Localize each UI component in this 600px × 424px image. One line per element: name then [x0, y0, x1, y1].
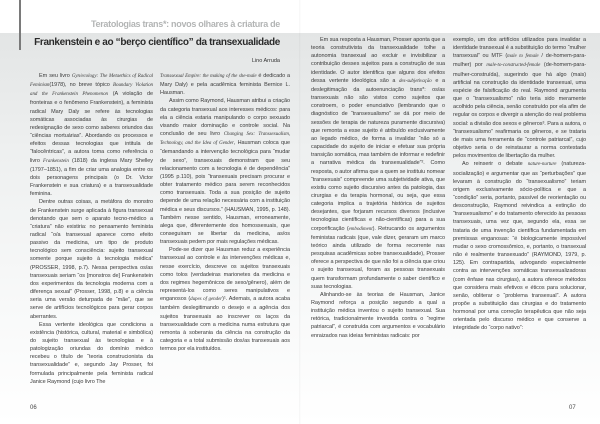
italic-text: Transsexual Empire: the making of the she-male: [160, 74, 257, 79]
text-run: Alinhando-se às teorias de Hausman, Janice Raymond reforça a posição segundo a qual a instituição médica inventou o sujeito transexual. Sua retórica, tradicionalmente investida contra o “regime patriarcal”, é construída com argumentos e vocabulário enraizados nas ideias feministas radicais: por: [311, 291, 445, 339]
text-run: e a deslegitimação da autoenunciação trans*: os/as transexuais não são vistos como sujeitos que constroem, o poder enunciativo (lembrando que o diagnóstico de “transexualismo” se dá por meio de sessões de terapia de natureza puramente discursiva) que remonta a esse sujeito é atribuído exclusivamente ao legado médico, de forma a invalidar “não só a capacidade do sujeito de iniciar e efetuar sua própria transição somática, mas também de informar e redefinir a narrativa médica da transexualidade”². Como resposta, o autor afirma que a quem se instituiu nomear “transexuais” compreende uma subjetividade ativa, que existiu como sujeito discursivo antes da patologia, das cirurgias e da terapia hormonal, ou seja, que essa categoria implica a trajetória histórica de sujeitos desejantes, que forjaram recursos diversos (inclusive tecnologias científicas e não-científicas) para a sua corporificação (: [311, 77, 445, 232]
page-number-right: 07: [569, 405, 576, 411]
text-run: (1818) da inglesa Mary Shelley (1797–1851), a fim de criar uma analogia entre os dois personagens principais (o Dr. Victor Frankenstein e sua criatura) e a transexualidade feminina.: [30, 157, 154, 198]
text-run: Ao reinserir o debate: [462, 161, 528, 168]
italic-text: dupes of gender: [190, 297, 223, 303]
text-run: (A violação de fronteiras e o fenômeno Frankenstein), a feminista radical Mary Daly se refere às tecnologias somáticas associadas às cirurgias de redesignação de sexo como saberes oriundos das “ciências mortuárias”. Abordando os processos e efeitos dessas tecnologias que intitula de “falocêntricas”, a autora toma como referência o livro: [30, 91, 153, 164]
title-line-1: Teratologias trans*: novos olhares à criatura de: [91, 19, 280, 29]
author-name: Lino Arruda: [251, 58, 280, 64]
italic-text: Gyn/ecology: The Metaethics of Radical Feminism: [30, 74, 153, 89]
text-run: Essa vertente ideológica que condiciona a existência (histórica, cultural, material e simbólica) do sujeito transexual às tecnologias e à patologização oriundas do domínio médico recebeu o título de “teoria construcionista da transexualidade” e, segundo Jay Prosser, foi formulada principalmente pela feminista radical Janice Raymond (cujo livro The: [30, 321, 153, 385]
paragraph: [30, 198, 153, 320]
text-run: Dentre outras coisas, a metáfora do monstro de Frankenstein surge aplicada à figura transexual denotando que sem o aparato tecno-médico a “criatura” não existiria: no pensamento feminista radical “o/a transexual aparece como efeito passivo da medicina, um tipo de produto tecnológico sem consciência: sujeito transexual somente porque sujeito à tecnologia médica” (PROSSER, 1998, p.7). Nessa perspectiva os/as transexuais seriam “os [monstros de] Frankenstein dos experimentos da tecnologia moderna com a diferença sexual” (Prosser, 1998, p.8) e a ciência seria uma versão deturpada de “mãe”, que se serve de artifícios tecnológicos para gerar corpos aberrantes.: [30, 199, 153, 320]
text-run: Em sua resposta a Hausman, Prosser aponta que a teoria construtivista da transexualidade tolhe a autonomia transexual ao excluir e invisibilizar a contribuição desses sujeitos para a construção de sua identidade. O autor identifica que alguns dos efeitos dessa vertente ideológica são a: [311, 37, 445, 84]
paragraph: [453, 36, 586, 160]
text-run: Pode-se dizer que Hausman reduz a experiência transexual ao controle e às intervenções médicas e, nesse exercício, descreve os sujeitos transexuais como tolos (verdadeiras marionetes da medicina e dos regimes hegemônicos de sexo/gênero), além de representá-los como seres manipulativos e enganosos (: [160, 247, 290, 303]
header-accent-bar: [19, 0, 21, 50]
italic-text: male-to-constructed-female: [486, 63, 541, 69]
text-run: Em seu livro: [39, 73, 72, 79]
text-column-right-1: [311, 36, 445, 340]
paragraph: [160, 97, 290, 246]
text-run: exemplo, um dos artifícios utilizados para invalidar a identidade transexual é a substituição do termo “mulher transexual” ou MTF (: [453, 37, 586, 60]
paragraph: [311, 36, 445, 291]
text-run: / de-homem-para-mulher) por: [453, 53, 586, 69]
text-run: (natureza-socialização) e argumentar que as “perturbações” que levaram à construção do “transexualismo” teriam origem exclusivamente sócio-política e que a “condição” seria, portanto, passível de reorientação ou desconstrução, Raymond reivindica a extinção do “transexualismo” e do tratamento oferecido às pessoas transexuais, uma vez que, segundo ela, essa se trataria de uma invenção científica fundamentada em premissas enganosas: “é biologicamente impossível mudar o sexo cromossômico, e, portanto, o transexual não é realmente transexuado” (RAYMOND, 1979, p. 125). Em contrapartida, advogando especialmente contra as intervenções somáticas transexualizadoras (com ênfase nas cirurgias), a autora oferece métodos que considera mais efetivos e éticos para solucionar, senão, obliterar o “problema transexual”. A autora propõe a substituição das cirurgias e do tratamento hormonal por uma correção terapêutica que não seja orientada pelo discurso médico e que conserve a integridade do “corpo nativo”:: [453, 161, 586, 332]
paragraph: [160, 72, 290, 97]
italic-text: Frankenstein: [43, 158, 69, 164]
page-number-left: 06: [30, 405, 37, 411]
text-run: , Hausman coloca que “demandando a intervenção tecnológica para “mudar de sexo”, transexuais demonstram que seu relacionamento com a tecnologia é de dependência” (1995 p.110), pois “transexuais precisam procurar e obter tratamento médico para serem reconhecidos como transexuais. Toda a sua posição de sujeito depende de uma relação necessária com a instituição médica e seus discursos.” (HAUSMAN, 1995, p. 148). Também nesse sentido, Hausman, erroneamente, alega que, diferentemente dos homossexuais, que conseguiram se libertar da medicina, as/os transexuais pedem por mais regulações médicas.: [160, 140, 290, 246]
text-run: (de-homem-para-mulher-construída), sugerindo que há algo (mais) artificial na construção da identidade transexual, uma espécie de falsificação do real. Raymond argumenta que o “transexualismo” não teria sido meramente acolhido pela ciência, senão construído por ela afim de regular os corpos e divergir a atenção do real problema social: a divisão dos sexos e gêneros³. Para a autora, o “transexualismo” reafirmaria os gêneros, e se trataria de mais uma ferramenta de “controle patriarcal”, cujo objetivo seria o de reinstaurar a norma contestada pelos movimentos de libertação da mulher.: [453, 62, 586, 160]
paragraph: [453, 160, 586, 332]
paragraph: [30, 321, 153, 386]
italic-text: nature-nurture: [527, 162, 557, 168]
text-run: Assim como Raymond, Hausman atribui a criação da categoria transexual aos interesses médicos: para ela a ciência estaria manipulando o corpo sexuado visando maior dominação e controle social. Na conclusão de seu livro: [160, 98, 290, 138]
title-line-2: Frankenstein e ao “berço científico” da transexualidade: [34, 37, 280, 48]
text-column-right-2: [453, 36, 586, 333]
text-column-left-2: [160, 72, 290, 353]
text-run: )¹. Ademais, a autora acaba também deslegitimando o desejo e a agência dos sujeitos transexuais ao inscrever os laços da transexualidade com a medicina numa estrutura que remonta à soberania da ciência na construção da categoria e a total submissão dos/as transexuais aos termos por ela instituídos.: [160, 296, 290, 353]
text-run: é dedicado a Mary Daly) e pela acadêmica feminista Bernice L. Hausman.: [160, 73, 290, 97]
page-spine: [299, 0, 301, 424]
italic-text: embodiment: [348, 226, 373, 232]
paragraph: [311, 291, 445, 340]
text-column-left-1: [30, 72, 153, 386]
italic-text: des-subjetivação: [398, 78, 432, 84]
paragraph: [30, 72, 153, 198]
text-run: ). Retrucando os argumentos feministas radicais (que, vale dizer, geraram um marco teórico ainda utilizado de forma recorrente nas pesquisas acadêmicas sobre transexualidade), Prosser oferece a perspectiva de que não foi a ciência que criou o sujeito transexual, foram as pessoas transexuais quem transformam profundamente o saber científico e suas tecnologias.: [311, 225, 445, 290]
paragraph: [160, 246, 290, 353]
italic-text: Changing Sex: Transsexualism, Technology, and the Idea of Gender: [160, 132, 290, 147]
italic-text: male to female: [507, 54, 539, 60]
italic-text: Boundary Violation and the Frankenstein Phenomenon: [30, 83, 153, 98]
text-run: (1978), no breve tópico: [49, 82, 113, 89]
